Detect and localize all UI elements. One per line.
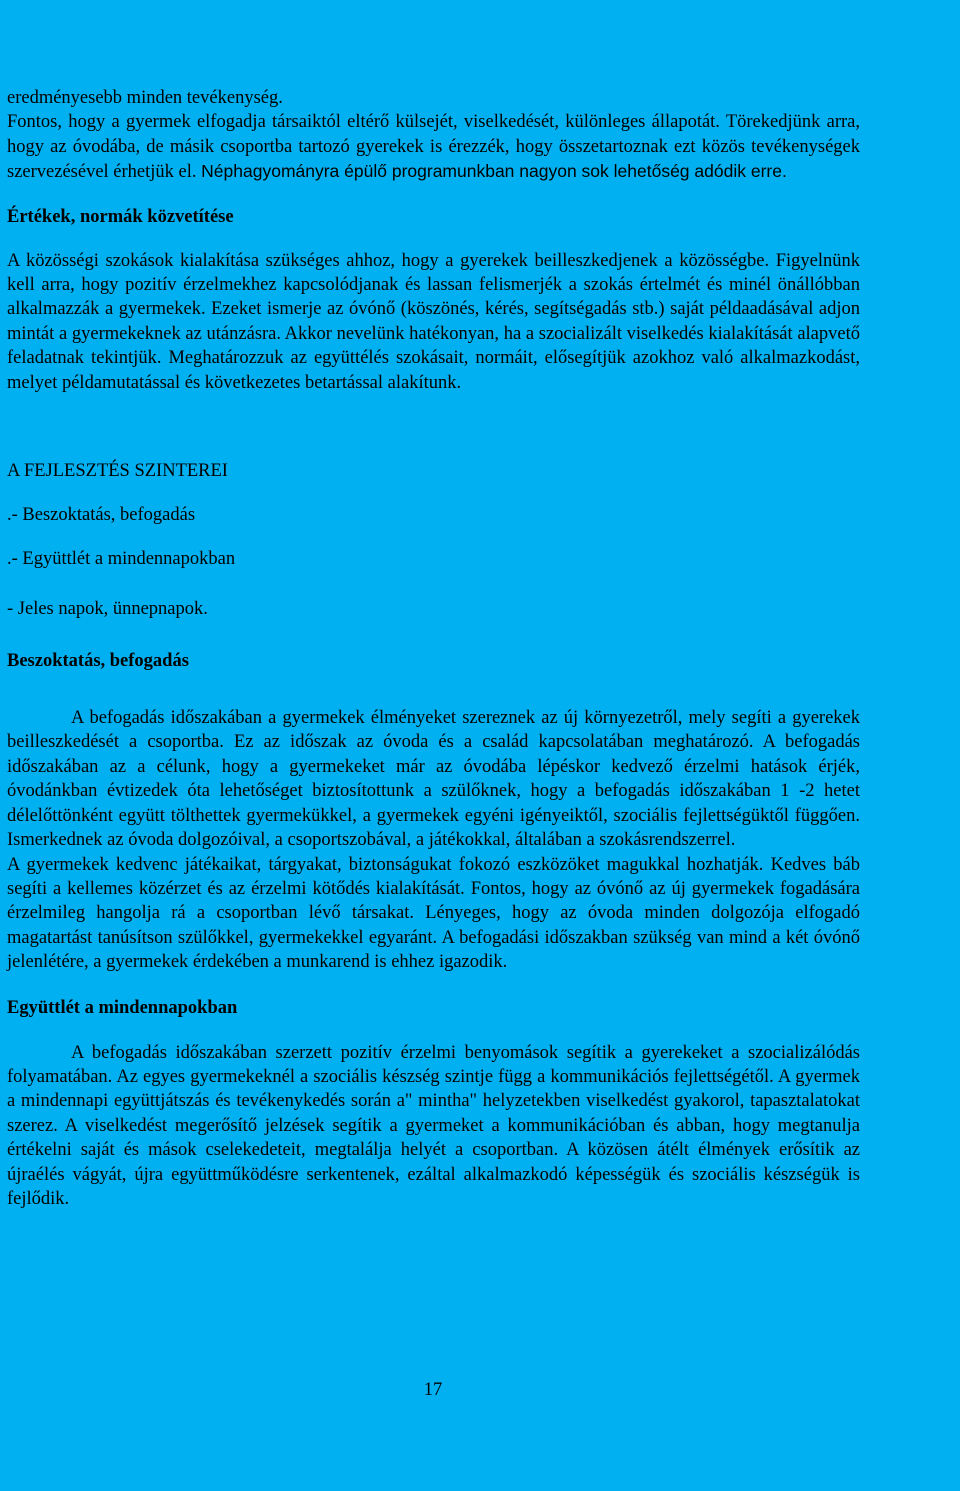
values-paragraph: A közösségi szokások kialakítása szükséges ahhoz, hogy a gyerekek beilleszkedjenek a közösségbe. Figyelnünk kell arra, hogy pozitív érzelmekhez kapcsolódjanak és lassan felismerjék a szokás értelmét és minél önállóbban alkalmazzák a gyermekek. Ezeket ismerje az óvónő (köszönés, kérés, segítségadás stb.) saját példaadásával adjon mintát a gyermekeknek az utánzásra. Akkor nevelünk hatékonyan, ha a szocializált viselkedés kialakítását alapvető feladatnak tekintjük. Meghatározzuk az együttélés szokásait, normáit, elősegítjük azokhoz való alkalmazkodást, melyet példamutatással és következetes betartással alakítunk. — [7, 250, 860, 393]
intro-paragraph-tail: Néphagyományra épülő programunkban nagyon sok lehetőség adódik erre. — [201, 161, 787, 182]
settling-in-paragraph-2: A gyermekek kedvenc játékaikat, tárgyakat, biztonságukat fokozó eszközöket magukkal hozhatják. Kedves báb segíti a kellemes közérzet és az érzelmi kötődés kialakítását. Fontos, hogy az óvónő az új gyermekek fogadására érzelmileg hangolja rá a csoportban lévő társakat. Lényeges, hogy az óvoda minden dolgozója elfogadó magatartást tanúsítson szülőkkel, gyermekekkel egyaránt. A befogadási időszakban szükség van mind a két óvónő jelenlétére, a gyermekek érdekében a munkarend is ehhez igazodik. — [7, 854, 860, 973]
settling-in-paragraph-1: A befogadás időszakában a gyermekek élményeket szereznek az új környezetről, mely segíti a gyerekek beilleszkedését a csoportba. Ez az időszak az óvoda és a család kapcsolatában meghatározó. A befogadás időszakában az a célunk, hogy a gyermekeket már az óvodába lépéskor kedvező érzelmi hatások érjék, óvodánkban évtizedek óta lehetőséget biztosítottunk a szülőknek, hogy a befogadás időszakában 1 -2 hetet délelőttönként együtt tölthettek gyermekükkel, a gyermekek egyéni igényeiktől, szociális fejlettségüktől függően. Ismerkednek az óvoda dolgozóival, a csoportszobával, a játékokkal, általában a szokásrendszerrel. — [7, 708, 860, 851]
intro-line: eredményesebb minden tevékenység. — [7, 88, 283, 108]
settling-in-heading: Beszoktatás, befogadás — [7, 651, 189, 672]
development-heading: A FEJLESZTÉS SZINTEREI — [7, 461, 228, 482]
intro-paragraph-text: Fontos, hogy a gyermek elfogadja társaiktól eltérő külsejét, viselkedését, különleges állapotát. Törekedjünk arra, hogy az óvodába, de másik csoportba tartozó gyerekek is érezzék, hogy összetartoznak ezt közös tevékenységek szervezésével érhetjük el. — [7, 112, 860, 183]
daily-life-paragraph: A befogadás időszakában szerzett pozitív érzelmi benyomások segítik a gyerekeket a szocializálódás folyamatában. Az egyes gyermekeknél a szociális készség szintje függ a kommunikációs fejlettségétől. A gyermek a mindennapi együttjátszás és tevékenykedés során a" mintha" helyzetekben viselkedést gyakorol, tapasztalatokat szerez. A viselkedést megerősítő jelzések segítik a gyermeket a kommunikációban és abban, hogy megtanulja értékelni saját és mások cselekedeteit, megtalálja helyét a csoportban. A közösen átélt élmények erősítik az újraélés vágyát, újra együttműködésre serkentenek, ezáltal alkalmazkodó képességük és szociális készségük is fejlődik. — [7, 1042, 860, 1209]
document-page — [7, 86, 860, 1211]
development-item-1: .- Beszoktatás, befogadás — [7, 505, 196, 526]
intro-paragraph — [7, 110, 860, 184]
daily-life-heading: Együttlét a mindennapokban — [7, 997, 238, 1018]
development-item-3: - Jeles napok, ünnepnapok. — [7, 599, 208, 620]
values-heading: Értékek, normák közvetítése — [7, 206, 234, 227]
page-number: 17 — [423, 1380, 443, 1400]
development-item-2: .- Együttlét a mindennapokban — [7, 549, 236, 570]
